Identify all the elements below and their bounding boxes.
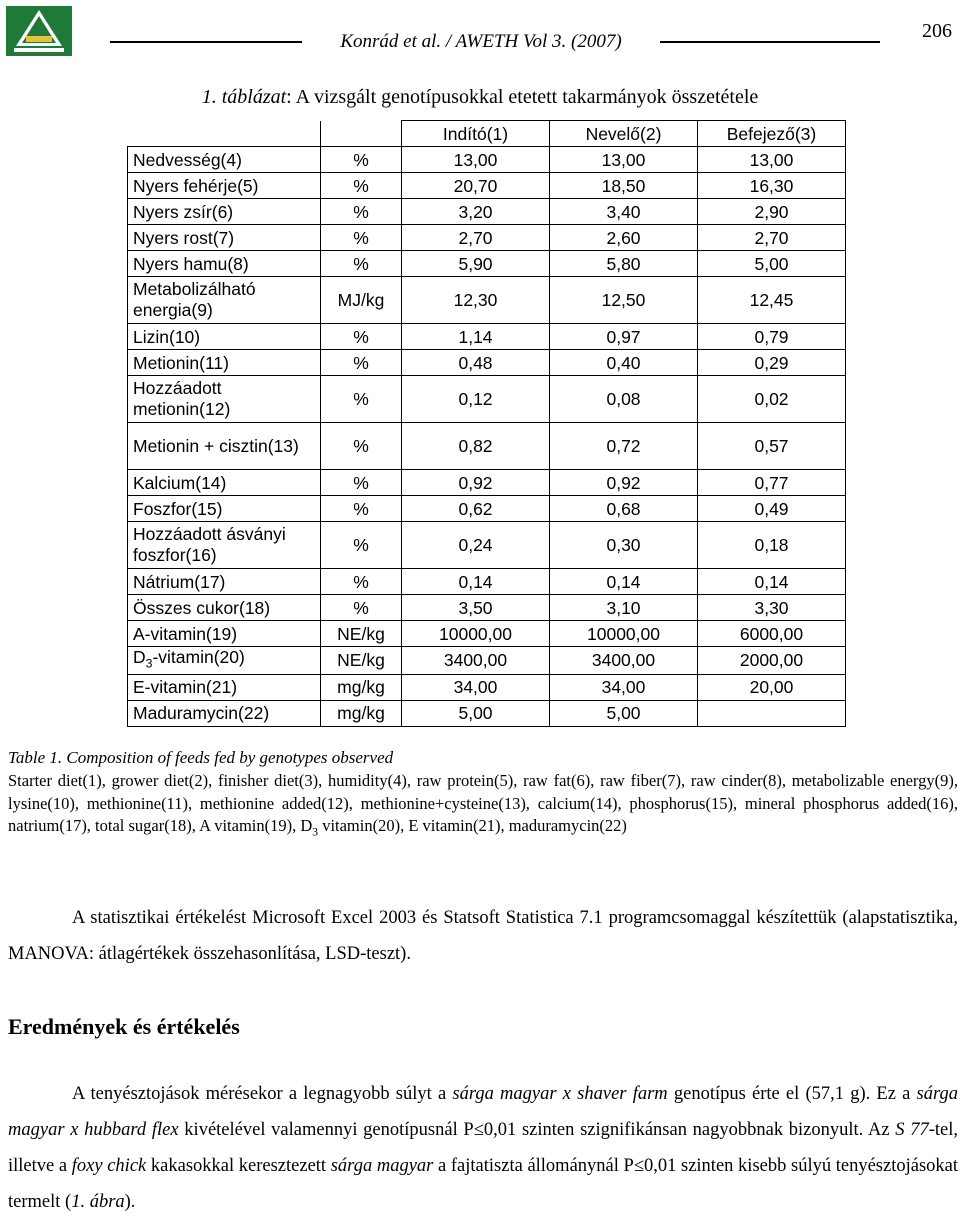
- row-value: 0,48: [402, 350, 550, 376]
- row-value: 5,80: [550, 251, 698, 277]
- row-value: 2,60: [550, 225, 698, 251]
- text-run: -tel, illetve a: [8, 1120, 959, 1176]
- table-row: [128, 225, 846, 251]
- row-name: Maduramycin(22): [128, 700, 321, 726]
- row-value: 20,00: [698, 674, 846, 700]
- italic-run: foxy chick: [71, 1156, 147, 1176]
- row-name: $D_3-vitamin(20)$: [128, 647, 321, 675]
- row-value: 3,50: [402, 595, 550, 621]
- row-name: Hozzáadott ásványi foszfor(16): [128, 522, 321, 569]
- row-unit: NE/kg: [321, 647, 402, 675]
- table-row: [128, 376, 846, 423]
- column-header: Befejező(3): [698, 121, 846, 147]
- journal-logo-icon: [6, 6, 72, 56]
- table-row: [128, 423, 846, 470]
- row-unit: %: [321, 423, 402, 470]
- table-title-label: 1. táblázat: [201, 86, 287, 108]
- row-value: 0,18: [698, 522, 846, 569]
- row-value: 2,90: [698, 199, 846, 225]
- row-value: 0,72: [550, 423, 698, 470]
- row-value: 3400,00: [402, 647, 550, 675]
- italic-run: 1. ábra: [71, 1192, 125, 1212]
- row-value: 12,45: [698, 277, 846, 324]
- row-value: 0,82: [402, 423, 550, 470]
- table-header-row: [128, 121, 846, 147]
- row-value: 10000,00: [402, 621, 550, 647]
- row-unit: %: [321, 350, 402, 376]
- table-row: [128, 147, 846, 173]
- row-value: 0,79: [698, 324, 846, 350]
- italic-run: sárga magyar x hubbard flex: [8, 1084, 959, 1140]
- row-value: 0,14: [550, 569, 698, 595]
- row-name: Kalcium(14): [128, 470, 321, 496]
- table-row: [128, 647, 846, 675]
- italic-run: S 77: [895, 1120, 929, 1140]
- row-name: Nyers fehérje(5): [128, 173, 321, 199]
- header-rule-left: [110, 41, 302, 43]
- row-value: 3,30: [698, 595, 846, 621]
- row-unit: mg/kg: [321, 700, 402, 726]
- row-value: 34,00: [550, 674, 698, 700]
- table-title: [0, 86, 960, 109]
- row-value: 0,92: [402, 470, 550, 496]
- table-caption: Table 1. Composition of feeds fed by genotypes observed: [8, 748, 394, 767]
- row-unit: %: [321, 324, 402, 350]
- row-value: 0,14: [402, 569, 550, 595]
- row-name: Hozzáadott metionin(12): [128, 376, 321, 423]
- row-value: 0,62: [402, 496, 550, 522]
- table-row: [128, 496, 846, 522]
- header-blank-cell: [321, 121, 402, 147]
- row-unit: mg/kg: [321, 674, 402, 700]
- table-row: [128, 522, 846, 569]
- row-unit: %: [321, 225, 402, 251]
- row-name: Nátrium(17): [128, 569, 321, 595]
- row-value: 2,70: [402, 225, 550, 251]
- table-row: [128, 277, 846, 324]
- row-value: 0,12: [402, 376, 550, 423]
- feed-composition-table: [127, 120, 846, 727]
- row-value: 0,08: [550, 376, 698, 423]
- row-value: 3,40: [550, 199, 698, 225]
- row-value: 6000,00: [698, 621, 846, 647]
- row-value: 0,97: [550, 324, 698, 350]
- row-name: E-vitamin(21): [128, 674, 321, 700]
- row-value: 5,00: [550, 700, 698, 726]
- row-unit: %: [321, 470, 402, 496]
- row-unit: %: [321, 569, 402, 595]
- row-value: 3400,00: [550, 647, 698, 675]
- row-name: Nyers rost(7): [128, 225, 321, 251]
- row-value: 12,50: [550, 277, 698, 324]
- text-run: a fajtatiszta állománynál P≤0,01 szinten kisebb súlyú tenyésztojásokat termelt (: [8, 1156, 959, 1212]
- row-unit: %: [321, 173, 402, 199]
- italic-run: sárga magyar x shaver farm: [452, 1084, 668, 1104]
- row-value: 0,14: [698, 569, 846, 595]
- row-value: 13,00: [698, 147, 846, 173]
- row-value: 2000,00: [698, 647, 846, 675]
- table-row: [128, 350, 846, 376]
- row-value: 0,68: [550, 496, 698, 522]
- row-value: 18,50: [550, 173, 698, 199]
- table-row: [128, 674, 846, 700]
- table-row: [128, 569, 846, 595]
- row-unit: %: [321, 376, 402, 423]
- row-unit: %: [321, 199, 402, 225]
- table-title-text: : A vizsgált genotípusokkal etetett takarmányok összetétele: [286, 86, 759, 108]
- row-value: 13,00: [550, 147, 698, 173]
- italic-run: sárga magyar: [330, 1156, 434, 1176]
- row-value: 0,29: [698, 350, 846, 376]
- row-value: 0,30: [550, 522, 698, 569]
- row-name: Nyers zsír(6): [128, 199, 321, 225]
- paragraph-methods: A statisztikai értékelést Microsoft Excel 2003 és Statsoft Statistica 7.1 programcsomaggal készítettük (alapstatisztika, MANOVA: átlagértékek összehasonlítása, LSD-teszt).: [8, 908, 958, 964]
- row-unit: %: [321, 147, 402, 173]
- row-value: 3,10: [550, 595, 698, 621]
- row-value: 3,20: [402, 199, 550, 225]
- row-name: Metabolizálható energia(9): [128, 277, 321, 324]
- row-value: 16,30: [698, 173, 846, 199]
- row-name: Nyers hamu(8): [128, 251, 321, 277]
- row-name: A-vitamin(19): [128, 621, 321, 647]
- table-row: [128, 700, 846, 726]
- row-unit: %: [321, 522, 402, 569]
- row-value: 2,70: [698, 225, 846, 251]
- row-value: 0,40: [550, 350, 698, 376]
- row-value: 0,49: [698, 496, 846, 522]
- table-row: [128, 251, 846, 277]
- row-unit: MJ/kg: [321, 277, 402, 324]
- page-number: 206: [922, 20, 952, 42]
- row-value: 1,14: [402, 324, 550, 350]
- row-value: 12,30: [402, 277, 550, 324]
- row-value: 0,77: [698, 470, 846, 496]
- row-name: Foszfor(15): [128, 496, 321, 522]
- row-value: 5,00: [698, 251, 846, 277]
- row-name: Metionin + cisztin(13): [128, 423, 321, 470]
- text-run: ).: [124, 1192, 136, 1212]
- row-unit: %: [321, 496, 402, 522]
- row-value: 13,00: [402, 147, 550, 173]
- text-run: kakasokkal keresztezett: [146, 1156, 331, 1176]
- row-value: 10000,00: [550, 621, 698, 647]
- row-name: Metionin(11): [128, 350, 321, 376]
- text-run: kivételével valamennyi genotípusnál P≤0,01 szinten szignifikánsan nagyobbnak bizonyult. Az: [178, 1120, 896, 1140]
- row-value: 5,00: [402, 700, 550, 726]
- row-value: [698, 700, 846, 726]
- row-name: Összes cukor(18): [128, 595, 321, 621]
- row-value: 20,70: [402, 173, 550, 199]
- row-value: 0,02: [698, 376, 846, 423]
- row-value: 0,57: [698, 423, 846, 470]
- row-name: Nedvesség(4): [128, 147, 321, 173]
- section-heading: Eredmények és értékelés: [8, 1014, 240, 1039]
- journal-citation: Konrád et al. / AWETH Vol 3. (2007): [340, 31, 622, 52]
- row-value: 0,92: [550, 470, 698, 496]
- row-value: 0,24: [402, 522, 550, 569]
- column-header: Indító(1): [402, 121, 550, 147]
- header-blank-cell: [128, 121, 321, 147]
- row-unit: %: [321, 251, 402, 277]
- table-row: [128, 324, 846, 350]
- row-name: Lizin(10): [128, 324, 321, 350]
- table-row: [128, 470, 846, 496]
- table-row: [128, 199, 846, 225]
- column-header: Nevelő(2): [550, 121, 698, 147]
- table-legend: Starter diet(1), grower diet(2), finisher diet(3), humidity(4), raw protein(5), raw fat(6), raw fiber(7), raw cinder(8), metabolizable energy(9), lysine(10), methionine(11), methionine added(12), methionine+cysteine(13), calcium(14), phosphorus(15), mineral phosphorus added(16), natrium(17), total sugar(18), A vitamin(19), $D_3$ vitamin(20), E vitamin(21), maduramycin(22): [8, 771, 958, 839]
- table-row: [128, 595, 846, 621]
- text-run: A tenyésztojások mérésekor a legnagyobb súlyt a: [72, 1084, 453, 1104]
- row-unit: %: [321, 595, 402, 621]
- table-row: [128, 173, 846, 199]
- table-row: [128, 621, 846, 647]
- row-value: 5,90: [402, 251, 550, 277]
- row-value: 34,00: [402, 674, 550, 700]
- paragraph-results: [8, 1076, 958, 1220]
- text-run: genotípus érte el (57,1 g). Ez a: [667, 1084, 917, 1104]
- header-rule-right: [660, 41, 880, 43]
- row-unit: NE/kg: [321, 621, 402, 647]
